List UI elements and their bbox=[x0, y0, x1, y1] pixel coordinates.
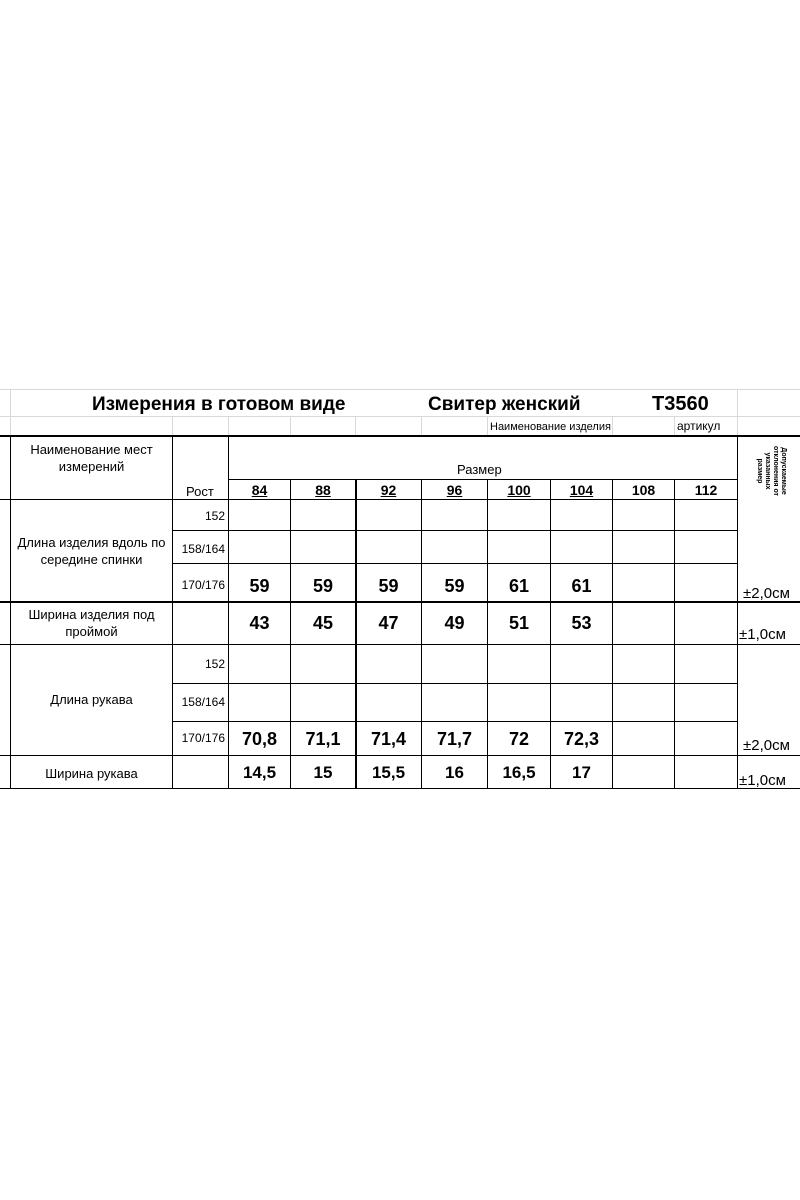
value-cell: 14,5 bbox=[242, 763, 277, 782]
value-cell: 51 bbox=[508, 613, 530, 633]
size-84: 84 bbox=[251, 482, 268, 498]
size-96: 96 bbox=[446, 482, 463, 498]
value-cell: 59 bbox=[312, 576, 334, 596]
value-cell: 43 bbox=[249, 613, 270, 633]
size-112: 112 bbox=[694, 482, 718, 498]
sheet-title: Измерения в готовом виде bbox=[92, 394, 346, 415]
product-name: Свитер женский bbox=[428, 394, 581, 415]
size-88: 88 bbox=[315, 482, 331, 498]
tolerance-back-length: ±2,0см bbox=[743, 585, 790, 602]
value-cell: 47 bbox=[378, 613, 399, 633]
size-108: 108 bbox=[631, 482, 656, 498]
rost-152: 152 bbox=[204, 509, 225, 523]
row-back-length-name: Длина изделия вдоль по середине спинки bbox=[17, 535, 166, 567]
value-cell: 49 bbox=[444, 613, 465, 633]
value-cell: 53 bbox=[571, 613, 592, 633]
value-cell: 72,3 bbox=[563, 729, 600, 749]
value-cell: 45 bbox=[312, 613, 334, 633]
value-cell: 61 bbox=[571, 576, 592, 596]
size-header: Размер bbox=[457, 462, 502, 477]
value-cell: 59 bbox=[378, 576, 399, 596]
value-cell: 59 bbox=[249, 576, 270, 596]
rost-158-164: 158/164 bbox=[181, 695, 225, 709]
tolerance-sleeve-length: ±2,0см bbox=[743, 737, 790, 754]
product-caption: Наименование изделия bbox=[490, 421, 611, 433]
value-cell: 70,8 bbox=[241, 729, 278, 749]
rost-158-164: 158/164 bbox=[181, 542, 225, 556]
article-number: Т3560 bbox=[652, 393, 709, 415]
value-cell: 71,7 bbox=[436, 729, 473, 749]
value-cell: 15,5 bbox=[371, 763, 406, 782]
value-cell: 59 bbox=[444, 576, 465, 596]
size-104: 104 bbox=[569, 482, 594, 498]
tolerance-sleeve-width: ±1,0см bbox=[739, 772, 786, 789]
row-sleeve-width-name: Ширина рукава bbox=[45, 766, 138, 781]
size-100: 100 bbox=[507, 482, 531, 498]
value-cell: 71,1 bbox=[305, 729, 341, 749]
value-cell: 61 bbox=[508, 576, 530, 596]
row-sleeve-length-name: Длина рукава bbox=[50, 692, 133, 707]
name-header: Наименование мест измерений bbox=[30, 442, 153, 474]
value-cell: 72 bbox=[508, 729, 530, 749]
row-chest-width-name: Ширина изделия под проймой bbox=[28, 607, 155, 639]
value-cell: 16,5 bbox=[502, 763, 536, 782]
rost-170-176: 170/176 bbox=[181, 578, 225, 592]
value-cell: 17 bbox=[572, 763, 591, 782]
value-cell: 16 bbox=[445, 763, 464, 782]
tolerance-chest-width: ±1,0см bbox=[739, 626, 786, 643]
value-cell: 15 bbox=[313, 763, 333, 782]
rost-170-176: 170/176 bbox=[181, 731, 225, 745]
value-cell: 71,4 bbox=[370, 729, 407, 749]
size-92: 92 bbox=[380, 482, 397, 498]
rost-152: 152 bbox=[204, 657, 225, 671]
article-caption: артикул bbox=[677, 419, 721, 433]
rost-header: Рост bbox=[186, 484, 214, 499]
tolerance-header: Допускаемые отклонения от указанных размер bbox=[756, 446, 787, 496]
